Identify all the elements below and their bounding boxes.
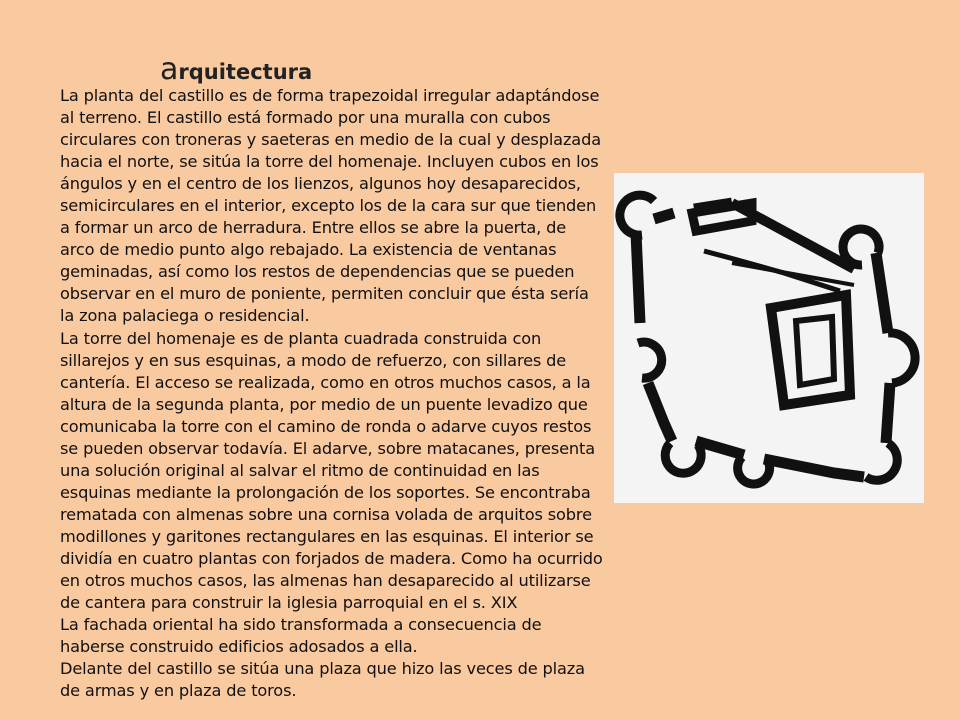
slide-title: [160, 52, 312, 87]
title-initial: a: [160, 52, 179, 87]
se-corner-tower: [866, 443, 897, 480]
east-tower: [888, 333, 915, 383]
inner-wall-step: [732, 263, 854, 285]
west-wall: [636, 233, 640, 323]
paragraph-planta: La planta del castillo es de forma trapezoidal irregular adaptándose al terreno. El castillo está formado por una muralla con cubos circulares con troneras y saeteras en medio de la cual y desplazada hacia el norte, se sitúa la torre del homenaje. Incluyen cubos en los ángulos y en el centro de los lienzos, algunos hoy desaparecidos, semicirculares en el interior, excepto los de la cara sur que tienden a formar un arco de herradura. Entre ellos se abre la puerta, de arco de medio punto algo rebajado. La existencia de ventanas geminadas, así como los restos de dependencias que se pueden observar en el muro de poniente, permiten concluir que ésta sería la zona palaciega o residencial.: [60, 86, 601, 326]
nw-corner-tower: [620, 195, 654, 235]
paragraph-plaza: Delante del castillo se sitúa una plaza que hizo las veces de plaza de armas y en plaza de toros.: [60, 659, 585, 701]
castle-floor-plan-image: [614, 173, 924, 503]
west-tower: [638, 342, 662, 378]
tower-inner-room: [796, 317, 834, 385]
south-wall: [696, 441, 864, 477]
title-rest: rquitectura: [178, 60, 313, 84]
diagonal-wall: [732, 203, 854, 269]
body-text: [60, 85, 605, 702]
homage-tower: [771, 295, 850, 405]
east-wall: [876, 253, 890, 443]
sw-corner-tower: [665, 443, 701, 473]
paragraph-fachada: La fachada oriental ha sido transformada a consecuencia de haberse construido edificios adosados a ella.: [60, 615, 542, 657]
paragraph-torre: La torre del homenaje es de planta cuadrada construida con sillarejos y en sus esquinas, a modo de refuerzo, con sillares de cantería. El acceso se realizada, como en otros muchos casos, a la altura de la segunda planta, por medio de un puente levadizo que comunicaba la torre con el camino de ronda o adarve cuyos restos se pueden observar todavía. El adarve, sobre matacanes, presenta una solución original al salvar el ritmo de continuidad en las esquinas mediante la prolongación de los soportes. Se encontraba rematada con almenas sobre una cornisa volada de arquitos sobre modillones y garitones rectangulares en las esquinas. El interior se dividía en cuatro plantas con forjados de madera. Como ha ocurrido en otros muchos casos, las almenas han desaparecido al utilizarse de cantera para construir la iglesia parroquial en el s. XIX: [60, 328, 603, 613]
southwest-wall: [648, 383, 672, 441]
castle-floor-plan-drawing: [614, 173, 924, 503]
